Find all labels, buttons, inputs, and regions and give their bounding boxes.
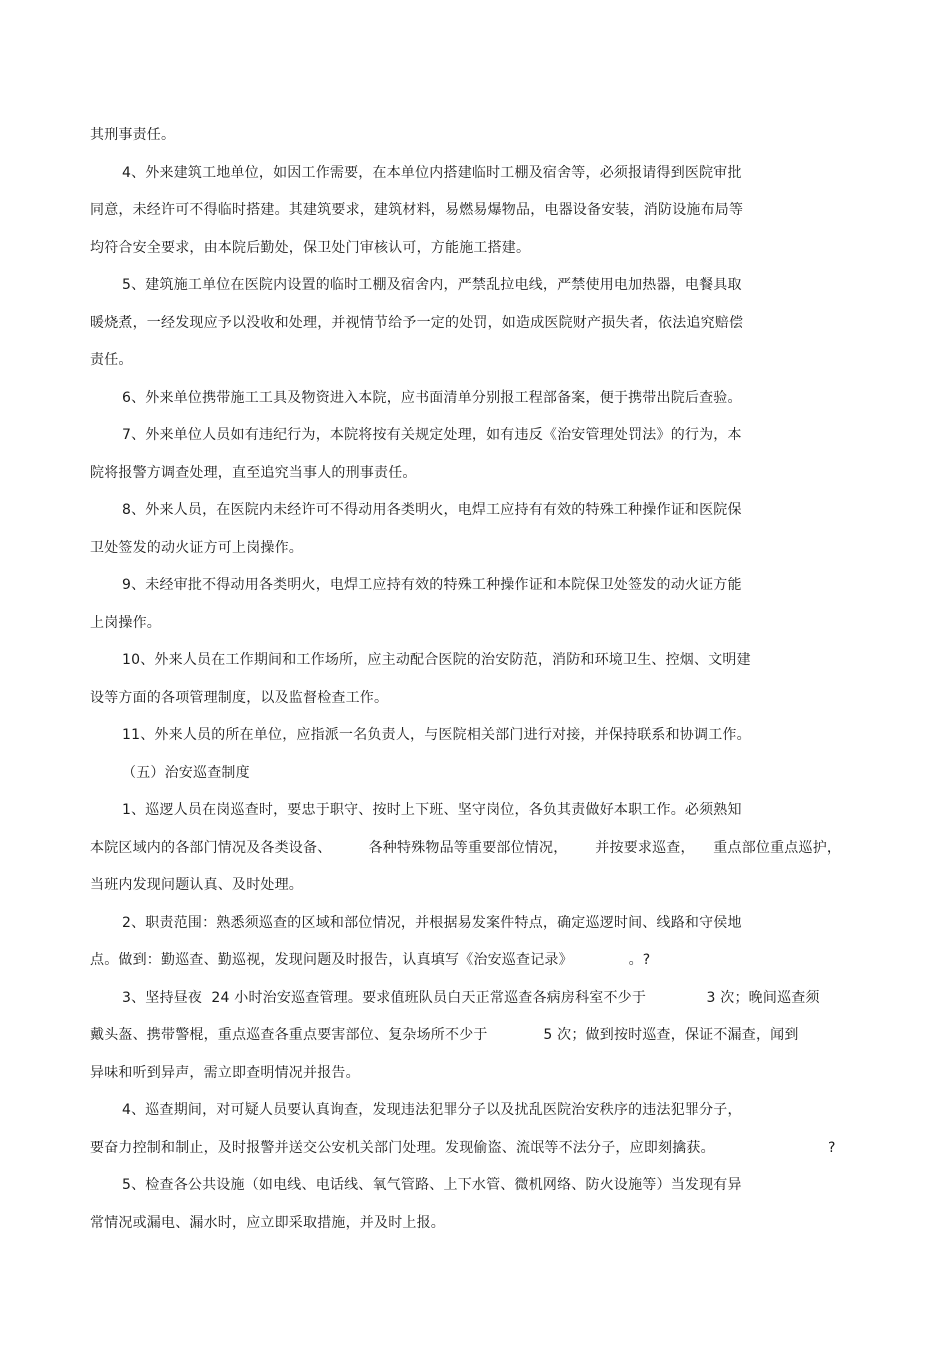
text-line: 要奋力控制和制止，及时报警并送交公安机关部门处理。发现偷盗、流氓等不法分子，应即刻擒获。: [90, 1140, 715, 1156]
text-line: 6、外来单位携带施工工具及物资进入本院，应书面清单分别报工程部备案，便于携带出院后查验。: [122, 390, 742, 406]
text-line: 戴头盔、携带警棍，重点巡查各重点要害部位、复杂场所不少于 5 次；做到按时巡查，保证不漏查，闻到: [90, 1027, 799, 1043]
text-line: 7、外来单位人员如有违纪行为，本院将按有关规定处理，如有违反《治安管理处罚法》的行为，本: [122, 427, 742, 443]
text-line: 11、外来人员的所在单位，应指派一名负责人，与医院相关部门进行对接，并保持联系和协调工作。: [122, 727, 751, 743]
text-line: 本院区域内的各部门情况及各类设备、 各种特殊物品等重要部位情况， 并按要求巡查， 重点部位重点巡护，: [90, 840, 842, 856]
text-line: 2、职责范围：熟悉须巡查的区域和部位情况，并根据易发案件特点，确定巡逻时间、线路和守侯地: [122, 915, 742, 931]
text-line: 上岗操作。: [90, 615, 161, 631]
text-line: 10、外来人员在工作期间和工作场所，应主动配合医院的治安防范，消防和环境卫生、控烟、文明建: [122, 652, 751, 668]
text-line: 5、建筑施工单位在医院内设置的临时工棚及宿舍内，严禁乱拉电线，严禁使用电加热器，电餐具取: [122, 277, 742, 293]
text-line: ?: [828, 1140, 836, 1156]
text-line: 5、检查各公共设施（如电线、电话线、氧气管路、上下水管、微机网络、防火设施等）当发现有异: [122, 1177, 742, 1193]
text-line: 4、外来建筑工地单位，如因工作需要，在本单位内搭建临时工棚及宿舍等，必须报请得到医院审批: [122, 165, 742, 181]
text-line: 当班内发现问题认真、及时处理。: [90, 877, 303, 893]
text-line: 3、坚持昼夜 24 小时治安巡查管理。要求值班队员白天正常巡查各病房科室不少于 3 次；晚间巡查须: [122, 990, 820, 1006]
text-line: 院将报警方调查处理，直至追究当事人的刑事责任。: [90, 465, 417, 481]
text-line: 卫处签发的动火证方可上岗操作。: [90, 540, 303, 556]
text-line: 点。做到：勤巡查、勤巡视，发现问题及时报告，认真填写《治安巡查记录》 。?: [90, 952, 651, 968]
text-line: 8、外来人员，在医院内未经许可不得动用各类明火，电焊工应持有有效的特殊工种操作证和医院保: [122, 502, 742, 518]
text-line: 设等方面的各项管理制度，以及监督检查工作。: [90, 690, 389, 706]
text-line: 1、巡逻人员在岗巡查时，要忠于职守、按时上下班、坚守岗位，各负其责做好本职工作。必须熟知: [122, 802, 742, 818]
text-line: 同意，未经许可不得临时搭建。其建筑要求，建筑材料，易燃易爆物品，电器设备安装，消防设施布局等: [90, 202, 744, 218]
text-line: 其刑事责任。: [90, 127, 176, 143]
text-line: 暖烧煮，一经发现应予以没收和处理，并视情节给予一定的处罚，如造成医院财产损失者，依法追究赔偿: [90, 315, 744, 331]
text-line: 异味和听到异声，需立即查明情况并报告。: [90, 1065, 360, 1081]
text-line: 常情况或漏电、漏水时，应立即采取措施，并及时上报。: [90, 1215, 445, 1231]
text-line: 9、未经审批不得动用各类明火，电焊工应持有效的特殊工种操作证和本院保卫处签发的动火证方能: [122, 577, 742, 593]
text-line: 均符合安全要求，由本院后勤处，保卫处门审核认可，方能施工搭建。: [90, 240, 531, 256]
text-line: 责任。: [90, 352, 133, 368]
section-heading: （五）治安巡查制度: [122, 765, 250, 781]
text-line: 4、巡查期间，对可疑人员要认真询查，发现违法犯罪分子以及扰乱医院治安秩序的违法犯罪分子，: [122, 1102, 742, 1118]
